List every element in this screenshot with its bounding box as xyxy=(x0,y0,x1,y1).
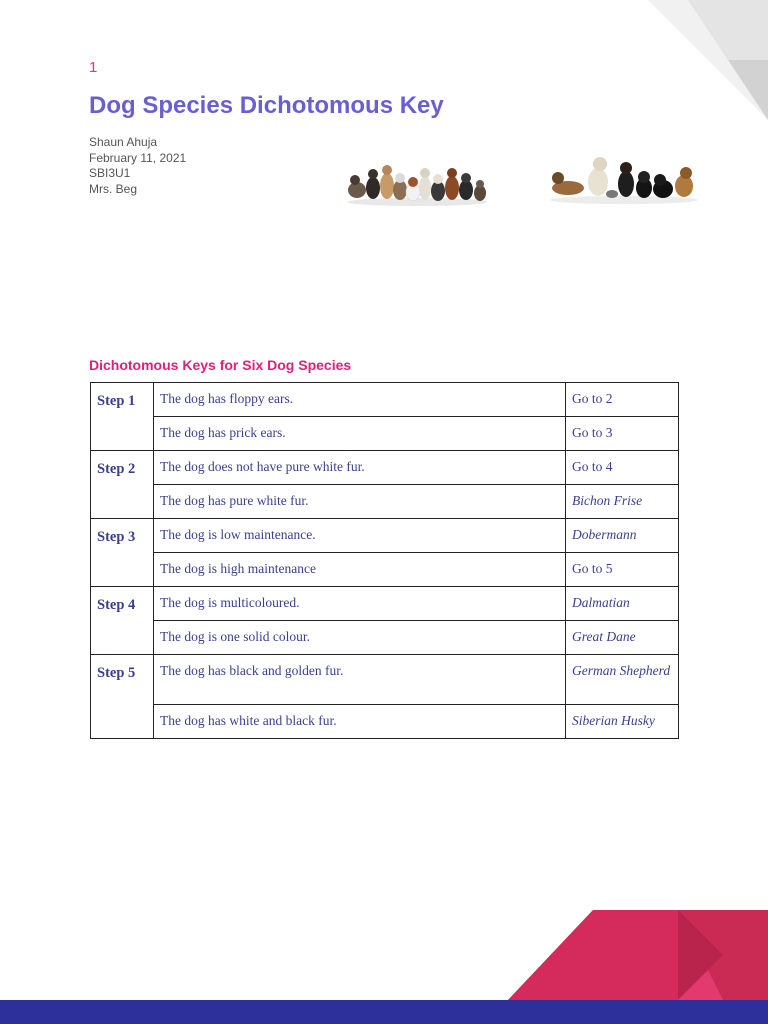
page-number: 1 xyxy=(89,59,98,76)
statement-cell: The dog has pure white fur. xyxy=(154,485,566,519)
table-row xyxy=(91,587,679,621)
course-code: SBI3U1 xyxy=(89,166,131,180)
document-meta xyxy=(89,135,186,197)
result-cell: Bichon Frise xyxy=(566,485,679,519)
dichotomous-key-table xyxy=(90,382,679,739)
step-label: Step 2 xyxy=(91,451,154,519)
result-cell: Siberian Husky xyxy=(566,705,679,739)
table-row xyxy=(91,705,679,739)
statement-cell: The dog is multicoloured. xyxy=(154,587,566,621)
result-cell: Go to 2 xyxy=(566,383,679,417)
step-label: Step 4 xyxy=(91,587,154,655)
result-cell: Go to 5 xyxy=(566,553,679,587)
statement-cell: The dog has white and black fur. xyxy=(154,705,566,739)
dog-group-image xyxy=(345,150,490,208)
result-cell: Dobermann xyxy=(566,519,679,553)
page-title: Dog Species Dichotomous Key xyxy=(89,92,444,119)
table-row xyxy=(91,451,679,485)
step-label: Step 5 xyxy=(91,655,154,739)
result-cell: Dalmatian xyxy=(566,587,679,621)
table-row xyxy=(91,417,679,451)
corner-decoration-bottom xyxy=(508,910,768,1000)
corner-decoration-top xyxy=(648,0,768,120)
document-date: February 11, 2021 xyxy=(89,150,187,165)
result-cell: Go to 4 xyxy=(566,451,679,485)
statement-cell: The dog does not have pure white fur. xyxy=(154,451,566,485)
statement-cell: The dog has black and golden fur. xyxy=(154,655,566,705)
statement-cell: The dog has prick ears. xyxy=(154,417,566,451)
result-cell: German Shepherd xyxy=(566,655,679,705)
table-row xyxy=(91,519,679,553)
author-name: Shaun Ahuja xyxy=(89,135,158,149)
teacher-name: Mrs. Beg xyxy=(89,181,138,196)
table-row xyxy=(91,655,679,705)
table-row xyxy=(91,485,679,519)
step-label: Step 3 xyxy=(91,519,154,587)
dog-group-image xyxy=(548,148,700,206)
footer-bar xyxy=(0,1000,768,1024)
table-row xyxy=(91,621,679,655)
result-cell: Go to 3 xyxy=(566,417,679,451)
statement-cell: The dog has floppy ears. xyxy=(154,383,566,417)
statement-cell: The dog is high maintenance xyxy=(154,553,566,587)
statement-cell: The dog is one solid colour. xyxy=(154,621,566,655)
table-row xyxy=(91,553,679,587)
statement-cell: The dog is low maintenance. xyxy=(154,519,566,553)
step-label: Step 1 xyxy=(91,383,154,451)
result-cell: Great Dane xyxy=(566,621,679,655)
table-heading: Dichotomous Keys for Six Dog Species xyxy=(89,357,352,373)
table-row xyxy=(91,383,679,417)
